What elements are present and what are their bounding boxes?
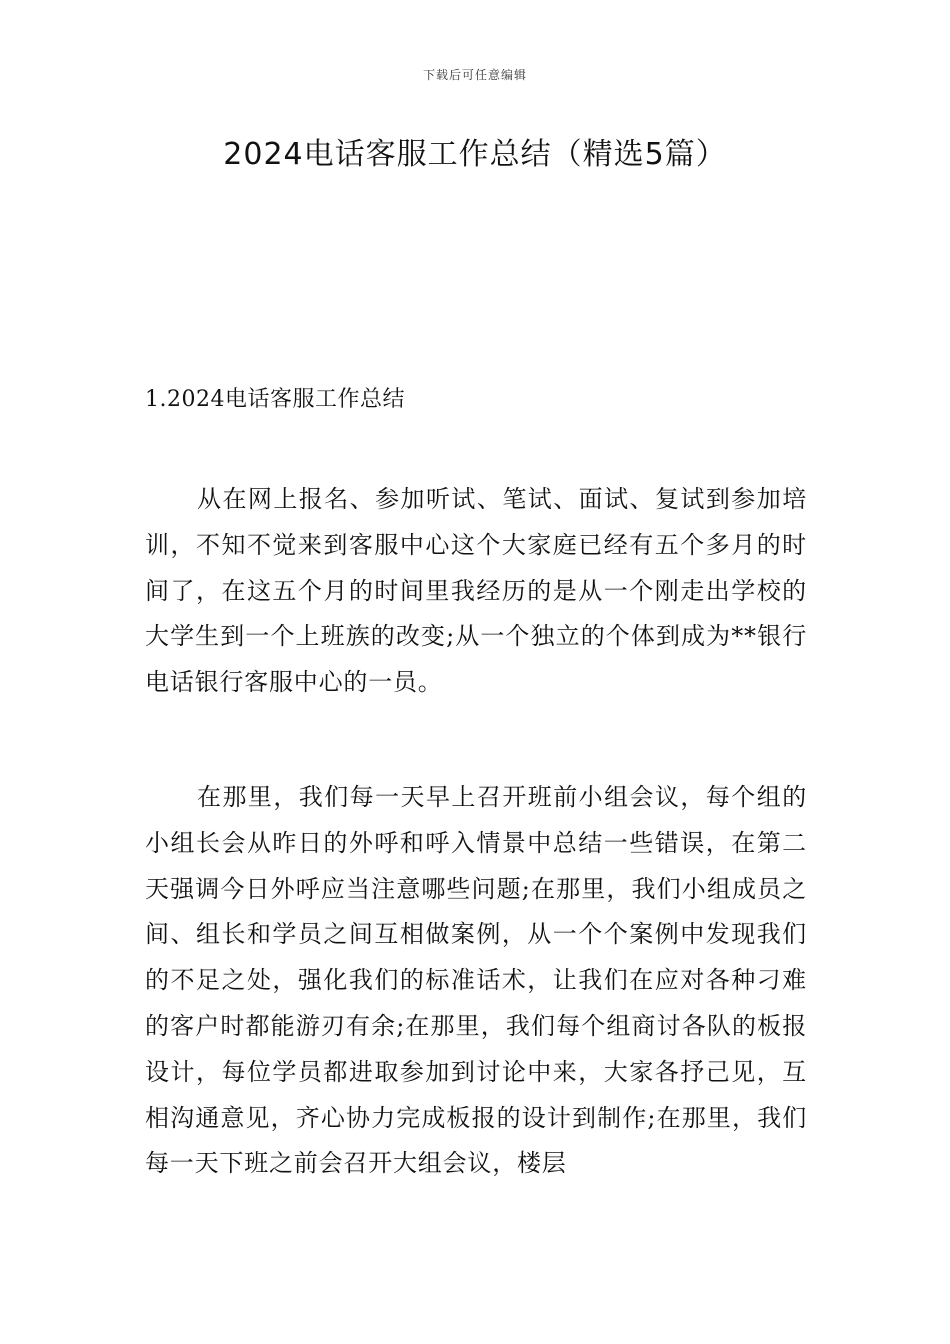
document-title: 2024电话客服工作总结（精选5篇） (223, 137, 727, 172)
paragraph-2: 在那里，我们每一天早上召开班前小组会议，每个组的小组长会从昨日的外呼和呼入情景中总结一些错误，在第二天强调今日外呼应当注意哪些问题;在那里，我们小组成员之间、组长和学员之间互相做案例，从一个个案例中发现我们的不足之处，强化我们的标准话术，让我们在应对各种刁难的客户时都能游刃有余;在那里，我们每个组商讨各队的板报设计，每位学员都进取参加到讨论中来，大家各抒己见，互相沟通意见，齐心协力完成板报的设计到制作;在那里，我们每一天下班之前会召开大组会议，楼层 (145, 783, 807, 1178)
paragraph-1: 从在网上报名、参加听试、笔试、面试、复试到参加培训，不知不觉来到客服中心这个大家庭已经有五个多月的时间了，在这五个月的时间里我经历的是从一个刚走出学校的大学生到一个上班族的改变;从一个独立的个体到成为**银行电话银行客服中心的一员。 (145, 485, 807, 697)
header-note: 下载后可任意编辑 (422, 68, 527, 82)
section-heading: 1.2024电话客服工作总结 (145, 387, 405, 412)
